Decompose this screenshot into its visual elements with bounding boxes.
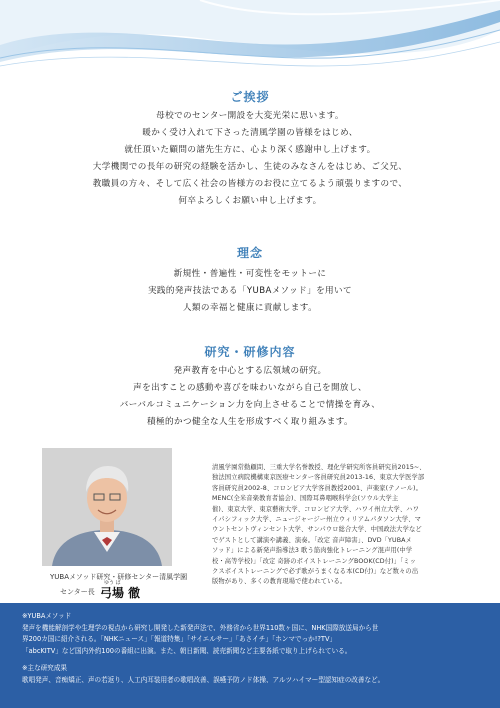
philosophy-text (0, 266, 500, 317)
profile-line: 清風学園常勤顧問、三重大学名誉教授、理化学研究所客員研究員2015~、 (212, 464, 426, 471)
director-photo (42, 448, 172, 566)
profile-line: ソッド」による新発声指導法3 歌う筋肉強化トレーニング混声用(中学 (212, 547, 413, 555)
philosophy-line: 人類の幸福と健康に貢献します。 (182, 303, 318, 313)
profile-line: 独法国立病院機構東京医療センター客員研究員2013-16、東京大学医学部 (212, 474, 425, 482)
director-name-ruby: ゆう ば (104, 580, 121, 586)
profile-line: クスボイストレーニングで必ず歌がうまくなる本(CD付)」など数々の出 (212, 568, 419, 576)
greeting-line: 就任頂いた顧問の諸先生方に、心より深く感謝申し上げます。 (124, 145, 376, 155)
greeting-line: 大学機関での長年の研究の経験を活かし、生徒のみなさんをはじめ、ご父兄、 (92, 162, 408, 172)
greeting-line: 何卒よろしくお願い申し上げます。 (178, 196, 322, 206)
philosophy-title: 理念 (236, 246, 263, 260)
director-affiliation: YUBAメソッド研究・研修センター清風学園 (50, 573, 188, 581)
director-profile (212, 463, 480, 588)
greeting-line: 教職員の方々、そして広く社会の皆様方のお役に立てるよう頑張りますので、 (92, 179, 408, 189)
director-role: センター長 (60, 588, 95, 596)
philosophy-line: 新規性・普遍性・可変性をモットーに (173, 269, 327, 279)
profile-line: イパシフィック大学、ニュージャージー州立ウィリアムパタソン大学、マ (212, 516, 422, 524)
greeting-title: ご挨拶 (230, 90, 270, 104)
philosophy-line: 実践的発声技法である「YUBAメソッド」を用いて (147, 286, 353, 296)
research-line: 積極的かつ健全な人生を形成すべく取り組みます。 (147, 417, 353, 427)
director-name: 弓場 徹 (100, 586, 141, 600)
research-title: 研究・研修内容 (204, 345, 296, 359)
greeting-line: 暖かく受け入れて下さった清風学園の皆様をはじめ、 (142, 128, 358, 138)
research-line: バーバルコミュニケーション力を向上させることで情操を育み、 (119, 400, 381, 410)
profile-line: 催)、東京大学、東京藝術大学、コロンビア大学、ハワイ州立大学、ハワ (212, 505, 420, 513)
profile-line: 版物があり、多くの教育現場で使われている。 (212, 578, 347, 586)
method-heading: ※YUBAメソッド (22, 612, 72, 620)
profile-line: MENC(全米音楽教育者協会)、国際耳鼻咽喉科学会(ソウル大学主 (212, 495, 399, 503)
profile-line: ウントセントヴィンセント大学、サンパウロ総合大学、中国政法大学など (212, 526, 422, 534)
results-heading: ※主な研究成果 (22, 664, 68, 673)
greeting-text (0, 108, 500, 210)
results-line: 歌唱発声、音痴矯正、声の若返り、人工内耳装用者の歌唱改善、誤嚥予防ノド体操、アルツハイマー型認知症の改善など。 (22, 675, 385, 684)
profile-line: 客員研究員2002-8、コロンビア大学客員教授2001、声楽家(テノール)。 (212, 484, 423, 492)
header-wave-decoration (0, 0, 500, 90)
method-line: 界200カ国に紹介される。「NHKニュース」「報道特集」「サイエルサー」「あさイチ」「ホンマでっか!?TV」 (22, 635, 337, 644)
research-text (0, 363, 500, 431)
research-line: 声を出すことの感動や喜びを味わいながら自己を開放し、 (133, 383, 367, 393)
portrait-illustration (42, 448, 172, 566)
method-line: 「abcKITV」など国内外約100の番組に出演。また、朝日新聞、読売新聞など主要各紙で取り上げられている。 (22, 646, 352, 655)
method-line: 発声を機能解剖学や生理学の視点から研究し開発した新発声法で、外務省から世界110数ヶ国に、NHK国際放送局から世 (22, 623, 379, 632)
greeting-line: 母校でのセンター開設を大変光栄に思います。 (156, 111, 344, 121)
profile-line: 校・高等学校)」「改定 奇跡のボイストレーニングBOOK(CD付)」「ミッ (212, 557, 416, 565)
profile-line: でゲストとして講演や講義、演奏。「改定 音声障害」、DVD「YUBAメ (212, 536, 412, 544)
research-line: 発声教育を中心とする広領域の研究。 (173, 366, 327, 376)
footer-panel (0, 603, 500, 708)
